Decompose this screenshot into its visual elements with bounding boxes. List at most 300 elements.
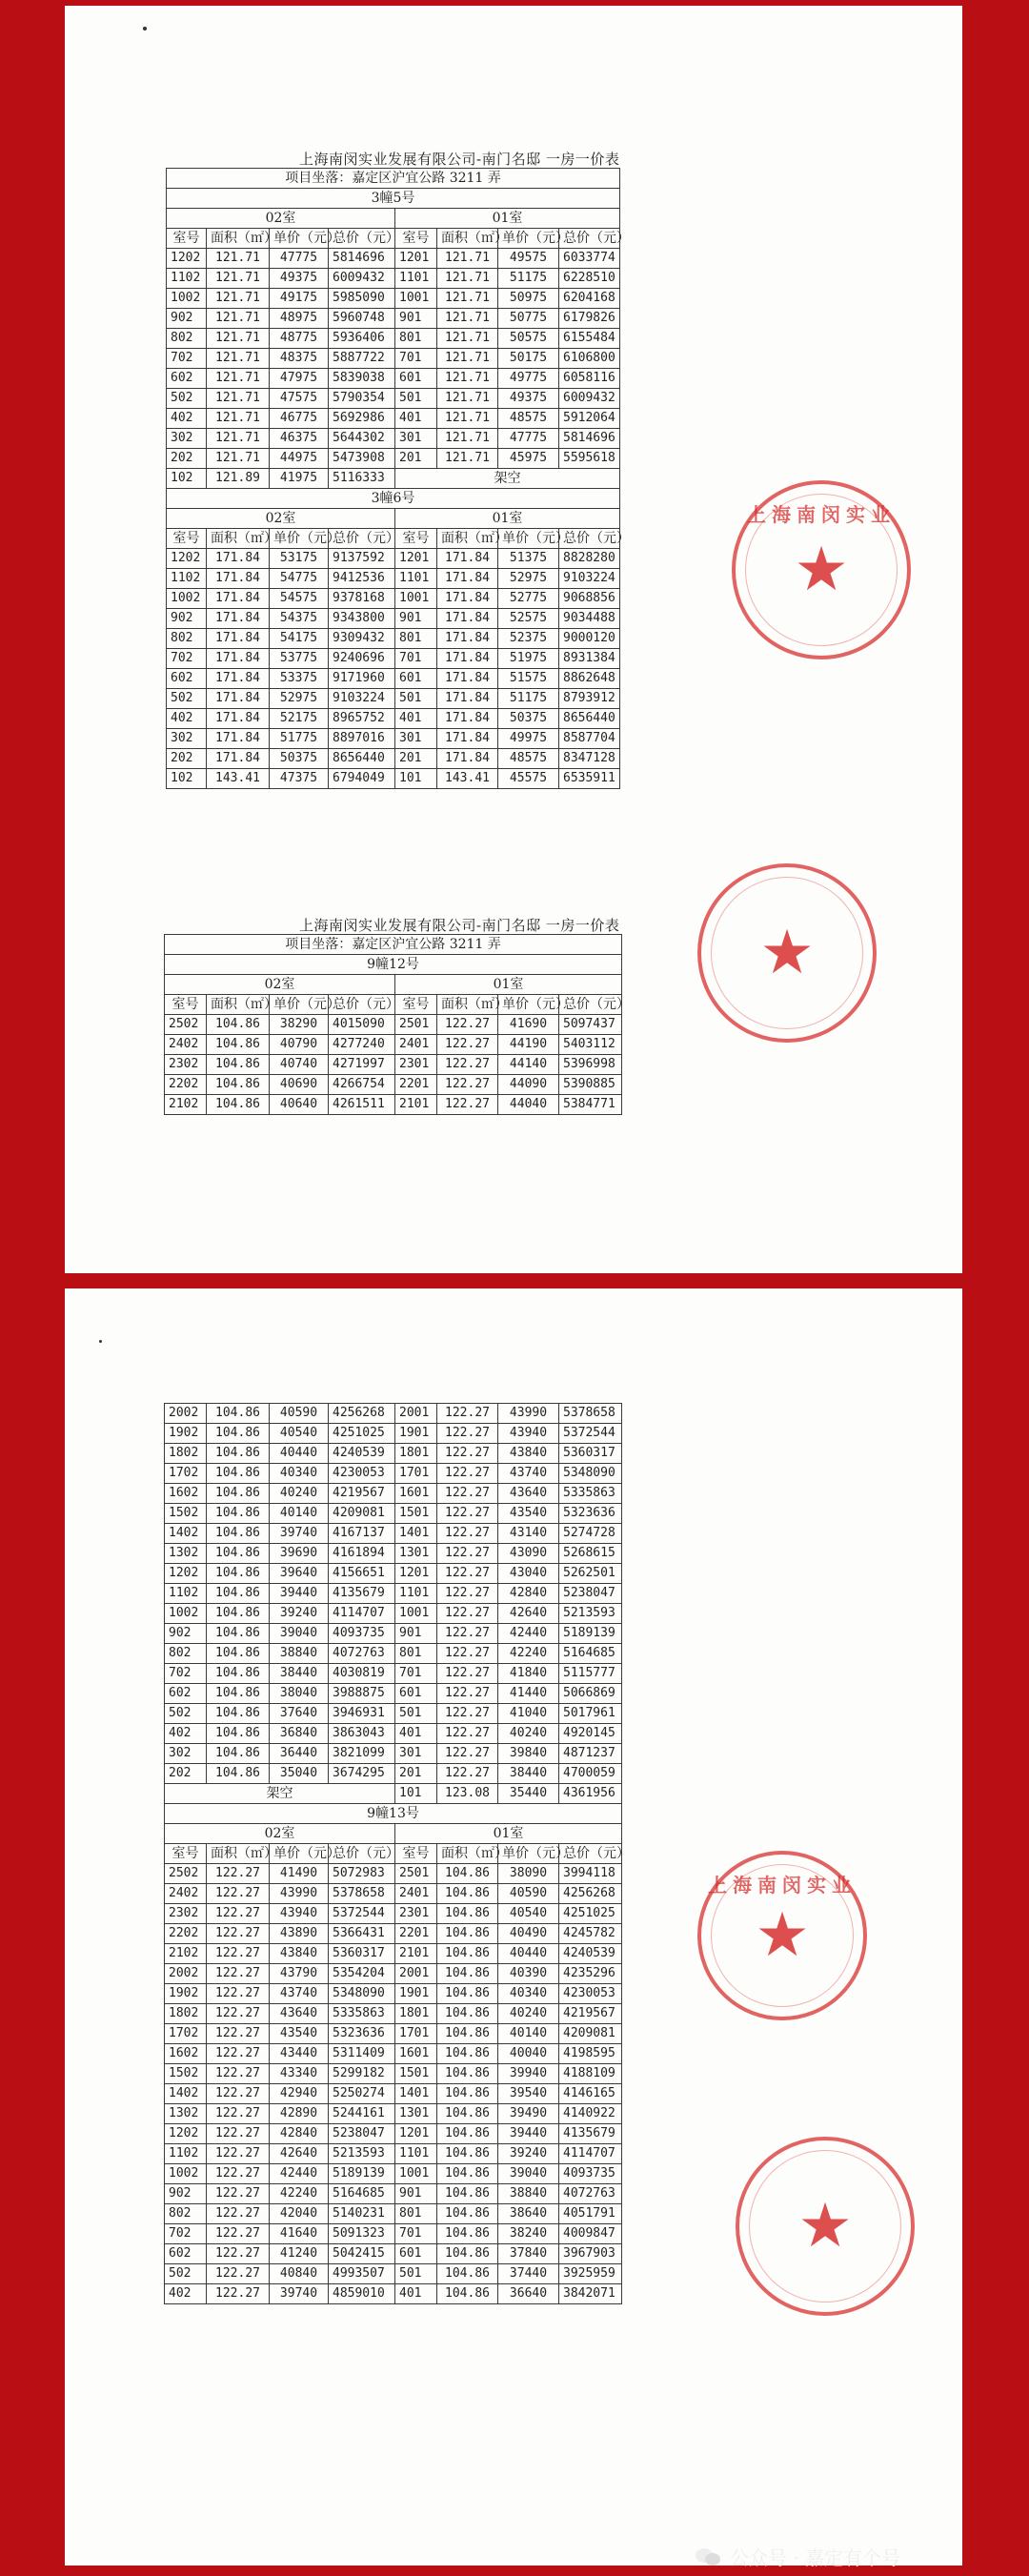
room-cell: 1101 [395, 269, 437, 289]
total-price-cell: 5378658 [559, 1404, 622, 1424]
area-cell: 143.41 [437, 769, 498, 789]
room-cell: 2402 [165, 1035, 207, 1055]
room-cell: 902 [165, 1624, 207, 1644]
area-cell: 121.71 [207, 449, 270, 469]
column-header: 室号 [165, 995, 207, 1015]
unit-price-cell: 49775 [498, 369, 559, 389]
area-cell: 122.27 [207, 2204, 270, 2224]
total-price-cell: 5116333 [329, 469, 395, 489]
total-price-cell: 4135679 [329, 1584, 395, 1604]
total-price-cell: 5244161 [329, 2104, 395, 2124]
total-price-cell: 6794049 [329, 769, 395, 789]
area-cell: 171.84 [437, 549, 498, 569]
room-cell: 1102 [167, 269, 207, 289]
area-cell: 104.86 [437, 2024, 498, 2044]
total-price-cell: 6535911 [559, 769, 620, 789]
unit-price-cell: 42640 [270, 2144, 329, 2164]
area-cell: 122.27 [207, 2084, 270, 2104]
area-cell: 171.84 [207, 549, 270, 569]
table-row [165, 1075, 622, 1095]
table-row [165, 2184, 622, 2204]
unit-price-cell: 44975 [270, 449, 329, 469]
location-cell: 项目坐落：嘉定区沪宜公路 3211 弄 [167, 169, 620, 189]
room-cell: 2401 [395, 1035, 437, 1055]
area-cell: 122.27 [437, 1724, 498, 1744]
unit-price-cell: 40540 [270, 1424, 329, 1444]
total-price-cell: 5066869 [559, 1684, 622, 1704]
room-cell: 1302 [165, 2104, 207, 2124]
total-price-cell: 4230053 [559, 1984, 622, 2004]
total-price-cell: 3842071 [559, 2284, 622, 2304]
area-cell: 122.27 [437, 1624, 498, 1644]
unit-price-cell: 37640 [270, 1704, 329, 1724]
area-cell: 122.27 [437, 1664, 498, 1684]
room-cell: 501 [395, 2264, 437, 2284]
table-row [165, 2204, 622, 2224]
room-cell: 901 [395, 1624, 437, 1644]
watermark-text: 公众号 · 嘉定有个号 [730, 2546, 901, 2569]
total-price-cell: 4072763 [329, 1644, 395, 1664]
table-row [167, 389, 620, 409]
unit-price-cell: 51775 [270, 729, 329, 749]
room-cell: 402 [167, 709, 207, 729]
table-row [165, 1884, 622, 1904]
total-price-cell: 5250274 [329, 2084, 395, 2104]
area-cell: 104.86 [437, 2084, 498, 2104]
table-row [167, 749, 620, 769]
room-cell: 1202 [167, 549, 207, 569]
room-cell: 902 [165, 2184, 207, 2204]
total-price-cell: 5164685 [329, 2184, 395, 2204]
area-cell: 104.86 [207, 1424, 270, 1444]
unit-price-cell: 40340 [270, 1464, 329, 1484]
total-price-cell: 4209081 [329, 1504, 395, 1524]
room-cell: 1602 [165, 1484, 207, 1504]
table-row [167, 289, 620, 309]
column-header: 单价（元） [498, 529, 559, 549]
room-cell: 1702 [165, 1464, 207, 1484]
table-row [167, 649, 620, 669]
unit-price-cell: 38440 [270, 1664, 329, 1684]
unit-price-cell: 43440 [270, 2044, 329, 2064]
area-cell: 171.84 [437, 629, 498, 649]
column-header: 面积（㎡） [207, 995, 270, 1015]
column-header-row [165, 995, 622, 1015]
column-header: 总价（元） [559, 1844, 622, 1864]
area-cell: 104.86 [437, 1944, 498, 1964]
unit-price-cell: 39440 [498, 2124, 559, 2144]
table-row [165, 1664, 622, 1684]
area-cell: 122.27 [207, 1864, 270, 1884]
area-cell: 122.27 [207, 2004, 270, 2024]
total-price-cell: 4245782 [559, 1924, 622, 1944]
column-header: 总价（元） [559, 995, 622, 1015]
room-cell: 1002 [167, 289, 207, 309]
table-row [165, 1784, 622, 1804]
area-cell: 121.71 [207, 329, 270, 349]
unit-price-cell: 39440 [270, 1584, 329, 1604]
total-price-cell: 9000120 [559, 629, 620, 649]
total-price-cell: 4219567 [559, 2004, 622, 2024]
unit-header-right: 01室 [395, 975, 622, 995]
room-cell: 202 [167, 449, 207, 469]
area-cell: 121.71 [437, 329, 498, 349]
table-row [165, 2004, 622, 2024]
unit-price-cell: 40340 [498, 1984, 559, 2004]
area-cell: 104.86 [437, 2284, 498, 2304]
total-price-cell: 4240539 [559, 1944, 622, 1964]
column-header: 室号 [395, 1844, 437, 1864]
area-cell: 122.27 [207, 2224, 270, 2244]
area-cell: 171.84 [437, 689, 498, 709]
total-price-cell: 9412536 [329, 569, 395, 589]
room-cell: 2202 [165, 1924, 207, 1944]
unit-price-cell: 40440 [498, 1944, 559, 1964]
room-cell: 2102 [165, 1095, 207, 1115]
total-price-cell: 8965752 [329, 709, 395, 729]
unit-price-cell: 36440 [270, 1744, 329, 1764]
building-header: 9幢12号 [165, 955, 622, 975]
total-price-cell: 3674295 [329, 1764, 395, 1784]
total-price-cell: 5360317 [559, 1444, 622, 1464]
room-cell: 901 [395, 609, 437, 629]
area-cell: 104.86 [207, 1444, 270, 1464]
unit-price-cell: 45575 [498, 769, 559, 789]
total-price-cell: 4235296 [559, 1964, 622, 1984]
area-cell: 171.84 [207, 669, 270, 689]
unit-price-cell: 38040 [270, 1684, 329, 1704]
room-cell: 802 [167, 329, 207, 349]
total-price-cell: 6009432 [559, 389, 620, 409]
area-cell: 104.86 [437, 2044, 498, 2064]
room-cell: 2501 [395, 1015, 437, 1035]
location-cell: 项目坐落：嘉定区沪宜公路 3211 弄 [165, 935, 622, 955]
room-cell: 1101 [395, 1584, 437, 1604]
unit-price-cell: 36640 [498, 2284, 559, 2304]
unit-price-cell: 54775 [270, 569, 329, 589]
room-cell: 501 [395, 1704, 437, 1724]
area-cell: 122.27 [207, 1884, 270, 1904]
unit-price-cell: 38090 [498, 1864, 559, 1884]
total-price-cell: 6228510 [559, 269, 620, 289]
room-cell: 801 [395, 1644, 437, 1664]
room-cell: 1102 [167, 569, 207, 589]
area-cell: 104.86 [207, 1504, 270, 1524]
area-cell: 122.27 [207, 1924, 270, 1944]
unit-price-cell: 50375 [270, 749, 329, 769]
total-price-cell: 5814696 [559, 429, 620, 449]
unit-price-cell: 49175 [270, 289, 329, 309]
total-price-cell: 3821099 [329, 1744, 395, 1764]
unit-price-cell: 42940 [270, 2084, 329, 2104]
unit-price-cell: 51575 [498, 669, 559, 689]
area-cell: 121.71 [437, 409, 498, 429]
room-cell: 1402 [165, 1524, 207, 1544]
unit-price-cell: 43840 [498, 1444, 559, 1464]
area-cell: 104.86 [207, 1484, 270, 1504]
room-cell: 1002 [165, 2164, 207, 2184]
room-cell: 102 [167, 769, 207, 789]
area-cell: 104.86 [207, 1524, 270, 1544]
wechat-watermark [696, 2543, 900, 2570]
area-cell: 171.84 [437, 729, 498, 749]
column-header: 室号 [395, 529, 437, 549]
unit-price-cell: 39040 [270, 1624, 329, 1644]
room-cell: 1901 [395, 1424, 437, 1444]
table-row [167, 309, 620, 329]
total-price-cell: 6009432 [329, 269, 395, 289]
area-cell: 122.27 [437, 1644, 498, 1664]
area-cell: 122.27 [437, 1544, 498, 1564]
total-price-cell: 5335863 [559, 1484, 622, 1504]
total-price-cell: 3988875 [329, 1684, 395, 1704]
column-header: 单价（元） [270, 229, 329, 249]
total-price-cell: 5348090 [329, 1984, 395, 2004]
table-row [167, 609, 620, 629]
area-cell: 104.86 [207, 1664, 270, 1684]
area-cell: 104.86 [437, 1984, 498, 2004]
unit-price-cell: 41490 [270, 1864, 329, 1884]
stilt-note: 架空 [165, 1784, 395, 1804]
column-header: 室号 [395, 229, 437, 249]
area-cell: 104.86 [207, 1015, 270, 1035]
area-cell: 122.27 [437, 1095, 498, 1115]
total-price-cell: 4277240 [329, 1035, 395, 1055]
column-header: 面积（㎡） [207, 1844, 270, 1864]
total-price-cell: 4146165 [559, 2084, 622, 2104]
room-cell: 402 [167, 409, 207, 429]
unit-price-cell: 50575 [498, 329, 559, 349]
total-price-cell: 9309432 [329, 629, 395, 649]
room-cell: 1202 [165, 1564, 207, 1584]
room-cell: 602 [165, 2244, 207, 2264]
unit-price-cell: 44040 [498, 1095, 559, 1115]
total-price-cell: 4161894 [329, 1544, 395, 1564]
area-cell: 104.86 [207, 1544, 270, 1564]
total-price-cell: 5644302 [329, 429, 395, 449]
room-cell: 2201 [395, 1075, 437, 1095]
area-cell: 122.27 [437, 1404, 498, 1424]
table-row [165, 1404, 622, 1424]
area-cell: 122.27 [207, 1944, 270, 1964]
unit-price-cell: 51175 [498, 269, 559, 289]
room-cell: 1202 [167, 249, 207, 269]
area-cell: 171.84 [207, 569, 270, 589]
table-row [167, 369, 620, 389]
area-cell: 143.41 [207, 769, 270, 789]
area-cell: 122.27 [437, 1524, 498, 1544]
total-price-cell: 4093735 [329, 1624, 395, 1644]
room-cell: 301 [395, 429, 437, 449]
area-cell: 122.27 [437, 1464, 498, 1484]
room-cell: 202 [165, 1764, 207, 1784]
unit-price-cell: 50775 [498, 309, 559, 329]
total-price-cell: 5372544 [559, 1424, 622, 1444]
total-price-cell: 4051791 [559, 2204, 622, 2224]
total-price-cell: 5072983 [329, 1864, 395, 1884]
room-cell: 701 [395, 1664, 437, 1684]
table-row [165, 1544, 622, 1564]
table-row [165, 2144, 622, 2164]
room-cell: 1701 [395, 2024, 437, 2044]
unit-price-cell: 40240 [498, 1724, 559, 1744]
unit-price-cell: 40440 [270, 1444, 329, 1464]
star-icon: ★ [794, 535, 849, 605]
total-price-cell: 4871237 [559, 1744, 622, 1764]
table-row [167, 249, 620, 269]
area-cell: 122.27 [207, 1984, 270, 2004]
room-cell: 1802 [165, 1444, 207, 1464]
table-row [167, 549, 620, 569]
unit-price-cell: 51375 [498, 549, 559, 569]
room-cell: 1102 [165, 2144, 207, 2164]
total-price-cell: 4009847 [559, 2224, 622, 2244]
bureau-seal [697, 863, 877, 1043]
unit-price-cell: 54175 [270, 629, 329, 649]
table-row [167, 729, 620, 749]
unit-price-cell: 39490 [498, 2104, 559, 2124]
room-cell: 201 [395, 1764, 437, 1784]
area-cell: 104.86 [437, 2004, 498, 2024]
area-cell: 121.71 [207, 369, 270, 389]
room-cell: 1901 [395, 1984, 437, 2004]
table-row [167, 709, 620, 729]
area-cell: 104.86 [437, 2124, 498, 2144]
total-price-cell: 9343800 [329, 609, 395, 629]
unit-header-left: 02室 [165, 975, 395, 995]
room-cell: 502 [165, 2264, 207, 2284]
area-cell: 122.27 [207, 2104, 270, 2124]
total-price-cell: 5473908 [329, 449, 395, 469]
room-cell: 1601 [395, 2044, 437, 2064]
area-cell: 104.86 [207, 1564, 270, 1584]
area-cell: 104.86 [437, 1884, 498, 1904]
unit-price-cell: 47775 [270, 249, 329, 269]
total-price-cell: 6204168 [559, 289, 620, 309]
room-cell: 901 [395, 309, 437, 329]
total-price-cell: 5390885 [559, 1075, 622, 1095]
area-cell: 104.86 [437, 2184, 498, 2204]
total-price-cell: 5238047 [329, 2124, 395, 2144]
total-price-cell: 4030819 [329, 1664, 395, 1684]
room-cell: 702 [167, 649, 207, 669]
room-cell: 2001 [395, 1964, 437, 1984]
area-cell: 104.86 [207, 1464, 270, 1484]
table-row [165, 1484, 622, 1504]
room-cell: 602 [165, 1684, 207, 1704]
column-header: 总价（元） [329, 529, 395, 549]
room-cell: 2502 [165, 1864, 207, 1884]
area-cell: 122.27 [437, 1035, 498, 1055]
speck [99, 1340, 102, 1343]
room-cell: 202 [167, 749, 207, 769]
unit-price-cell: 43840 [270, 1944, 329, 1964]
room-cell: 802 [167, 629, 207, 649]
column-header: 室号 [395, 995, 437, 1015]
room-cell: 2002 [165, 1404, 207, 1424]
total-price-cell: 4251025 [329, 1424, 395, 1444]
unit-price-cell: 42640 [498, 1604, 559, 1624]
total-price-cell: 4230053 [329, 1464, 395, 1484]
unit-price-cell: 39540 [498, 2084, 559, 2104]
room-cell: 1002 [165, 1604, 207, 1624]
area-cell: 171.84 [207, 709, 270, 729]
room-cell: 201 [395, 449, 437, 469]
total-price-cell: 4015090 [329, 1015, 395, 1035]
room-cell: 101 [395, 1784, 437, 1804]
room-cell: 2101 [395, 1944, 437, 1964]
room-cell: 1902 [165, 1984, 207, 2004]
room-cell: 401 [395, 2284, 437, 2304]
unit-price-cell: 41690 [498, 1015, 559, 1035]
unit-price-cell: 47975 [270, 369, 329, 389]
unit-price-cell: 51175 [498, 689, 559, 709]
area-cell: 122.27 [207, 2064, 270, 2084]
unit-price-cell: 43940 [498, 1424, 559, 1444]
room-cell: 502 [167, 389, 207, 409]
column-header-row [167, 529, 620, 549]
room-cell: 401 [395, 1724, 437, 1744]
room-cell: 801 [395, 329, 437, 349]
area-cell: 121.89 [207, 469, 270, 489]
total-price-cell: 4920145 [559, 1724, 622, 1744]
area-cell: 104.86 [437, 2064, 498, 2084]
area-cell: 121.71 [437, 269, 498, 289]
area-cell: 122.27 [207, 2264, 270, 2284]
unit-price-cell: 39740 [270, 2284, 329, 2304]
total-price-cell: 6106800 [559, 349, 620, 369]
table-row [165, 1564, 622, 1584]
room-cell: 401 [395, 409, 437, 429]
unit-price-cell: 47575 [270, 389, 329, 409]
room-cell: 1502 [165, 2064, 207, 2084]
total-price-cell: 6155484 [559, 329, 620, 349]
area-cell: 122.27 [437, 1764, 498, 1784]
unit-header-left: 02室 [165, 1824, 395, 1844]
area-cell: 171.84 [207, 749, 270, 769]
table-row [167, 429, 620, 449]
area-cell: 171.84 [437, 709, 498, 729]
room-cell: 1001 [395, 289, 437, 309]
total-price-cell: 8828280 [559, 549, 620, 569]
total-price-cell: 9103224 [559, 569, 620, 589]
unit-price-cell: 40590 [270, 1404, 329, 1424]
area-cell: 123.08 [437, 1784, 498, 1804]
room-cell: 2001 [395, 1404, 437, 1424]
unit-price-cell: 37440 [498, 2264, 559, 2284]
area-cell: 121.71 [207, 429, 270, 449]
unit-price-cell: 37840 [498, 2244, 559, 2264]
room-cell: 1701 [395, 1464, 437, 1484]
total-price-cell: 3925959 [559, 2264, 622, 2284]
room-cell: 302 [167, 729, 207, 749]
unit-price-cell: 39740 [270, 1524, 329, 1544]
total-price-cell: 9068856 [559, 589, 620, 609]
total-price-cell: 5213593 [559, 1604, 622, 1624]
table-row [165, 1944, 622, 1964]
unit-price-cell: 38840 [270, 1644, 329, 1664]
column-header: 单价（元） [498, 995, 559, 1015]
area-cell: 171.84 [437, 649, 498, 669]
room-cell: 301 [395, 1744, 437, 1764]
unit-price-cell: 46375 [270, 429, 329, 449]
unit-price-cell: 48375 [270, 349, 329, 369]
area-cell: 122.27 [207, 1964, 270, 1984]
seal-text: 上海南闵实业 [747, 503, 896, 526]
table-row [165, 1984, 622, 2004]
table-row [165, 2164, 622, 2184]
unit-price-cell: 38290 [270, 1015, 329, 1035]
